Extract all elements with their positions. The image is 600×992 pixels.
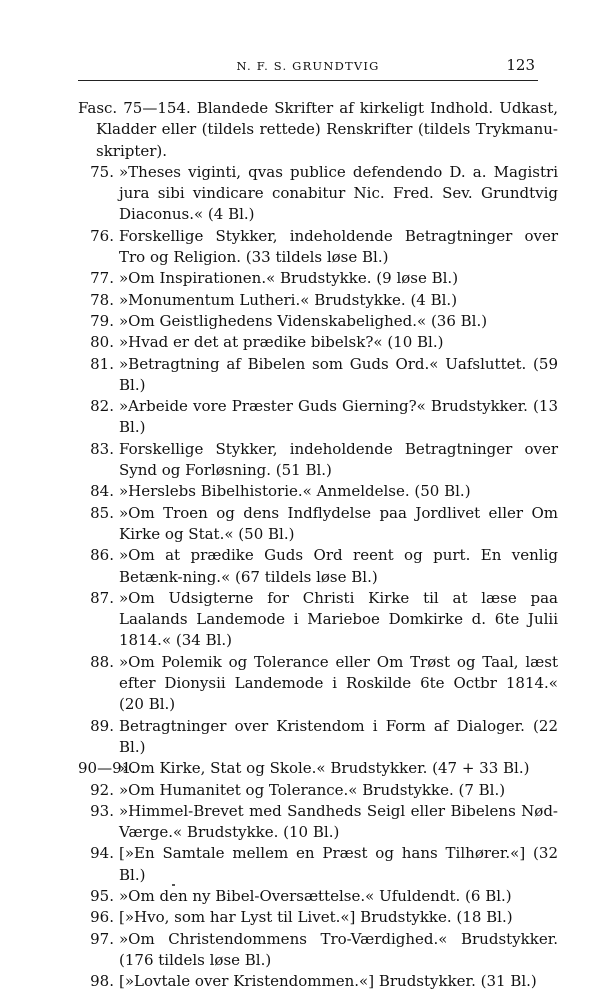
entry-number: 76. [90,226,114,245]
entry-text: »Om Humanitet og Tolerance.« Brudstykke. (7 Bl.) [119,780,506,799]
list-item [78,843,558,886]
list-item [78,268,558,289]
page-header [78,56,538,78]
fasc-heading: Fasc. 75—154. Blandede Skrifter af kirkeligt Indhold. Udkast, Kladder eller (tildels rettede) Renskrifter (tildels Trykmanu-skripter). [78,99,558,160]
list-item [78,971,558,992]
entry-text: Forskellige Stykker, indeholdende Betragtninger over Tro og Religion. (33 tildels løse Bl.) [119,226,558,267]
entry-number: 89. [90,716,114,735]
entry-text: »Himmel-Brevet med Sandheds Seigl eller Bibelens Nød-Værge.« Brudstykke. (10 Bl.) [119,801,558,842]
entry-number: 86. [90,546,114,565]
entry-text: »Monumentum Lutheri.« Brudstykke. (4 Bl.) [119,290,458,309]
entry-text: »Hvad er det at prædike bibelsk?« (10 Bl.) [119,333,444,352]
list-item [78,588,558,652]
entry-number: 78. [90,290,114,309]
list-item [78,439,558,482]
entry-number: 85. [90,503,114,522]
list-item [78,332,558,353]
entry-number: 95. [90,886,114,905]
entry-number: 96. [90,908,114,927]
list-item [78,162,558,226]
entry-list [78,162,558,992]
list-item [78,929,558,972]
entry-number: 93. [90,801,114,820]
entry-text: [»En Samtale mellem en Præst og hans Tilhører.«] (32 Bl.) [119,844,558,884]
entry-text: »Arbeide vore Præster Guds Gierning?« Brudstykker. (13 Bl.) [119,397,558,437]
entry-text: Forskellige Stykker, indeholdende Betragtninger over Synd og Forløsning. (51 Bl.) [119,439,558,480]
list-item [78,758,558,779]
entry-text: »Om Udsigterne for Christi Kirke til at læse paa Laalands Landemode i Marieboe Domkirke d. 6te Julii 1814.« (34 Bl.) [119,588,558,650]
entry-number: 94. [90,844,114,863]
entry-number: 98. [90,972,114,991]
print-speck [172,884,175,886]
entry-text: »Betragtning af Bibelen som Guds Ord.« Uafsluttet. (59 Bl.) [119,354,558,394]
list-item [78,780,558,801]
entry-number: 79. [90,311,114,330]
list-item [78,226,558,269]
entry-number: 84. [90,482,114,501]
entry-number: 92. [90,780,114,799]
list-item [78,481,558,502]
entry-number: 88. [90,652,114,671]
list-item [78,907,558,928]
entry-number: 77. [90,269,114,288]
entry-number: 83. [90,439,114,458]
entry-text: »Herslebs Bibelhistorie.« Anmeldelse. (50 Bl.) [119,482,471,501]
list-item [78,716,558,759]
list-item [78,396,558,439]
entry-text: »Om Kirke, Stat og Skole.« Brudstykker. (47 + 33 Bl.) [119,759,530,778]
entry-number: 90—91. [78,759,136,778]
entry-number: 75. [90,162,114,181]
entry-number: 80. [90,333,114,352]
entry-text: Betragtninger over Kristendom i Form af Dialoger. (22 Bl.) [119,716,558,756]
entry-number: 97. [90,929,114,948]
list-item [78,801,558,844]
list-item [78,545,558,588]
list-item [78,311,558,332]
entry-text: [»Lovtale over Kristendommen.«] Brudstykker. (31 Bl.) [119,972,537,991]
entry-text: »Om Geistlighedens Videnskabelighed.« (36 Bl.) [119,311,488,330]
list-item [78,503,558,546]
page-body [78,98,558,992]
list-item [78,886,558,907]
entry-text: »Om Christendommens Tro-Værdighed.« Brudstykker. (176 tildels løse Bl.) [119,929,558,969]
entry-text: »Om at prædike Guds Ord reent og purt. En venlig Betænk-ning.« (67 tildels løse Bl.) [119,546,558,586]
entry-text: »Theses viginti, qvas publice defendendo D. a. Magistri jura sibi vindicare conabitur Nic. Fred. Sev. Grundtvig Diaconus.« (4 Bl.) [119,162,558,224]
entry-number: 87. [90,588,114,607]
entry-text: »Om Inspirationen.« Brudstykke. (9 løse Bl.) [119,269,459,288]
header-rule [78,80,538,81]
entry-text: »Om den ny Bibel-Oversættelse.« Ufuldendt. (6 Bl.) [119,886,512,905]
list-item [78,652,558,716]
entry-number: 81. [90,354,114,373]
entry-text: [»Hvo, som har Lyst til Livet.«] Brudstykke. (18 Bl.) [119,908,513,927]
entry-text: »Om Polemik og Tolerance eller Om Trøst og Taal, læst efter Dionysii Landemode i Roskilde 6te Octbr 1814.« (20 Bl.) [119,652,558,714]
entry-number: 82. [90,397,114,416]
list-item [78,354,558,397]
page-number: 123 [506,56,535,74]
running-title: N. F. S. GRUNDTVIG [236,59,380,73]
list-item [78,290,558,311]
entry-text: »Om Troen og dens Indflydelse paa Jordlivet eller Om Kirke og Stat.« (50 Bl.) [119,503,558,543]
